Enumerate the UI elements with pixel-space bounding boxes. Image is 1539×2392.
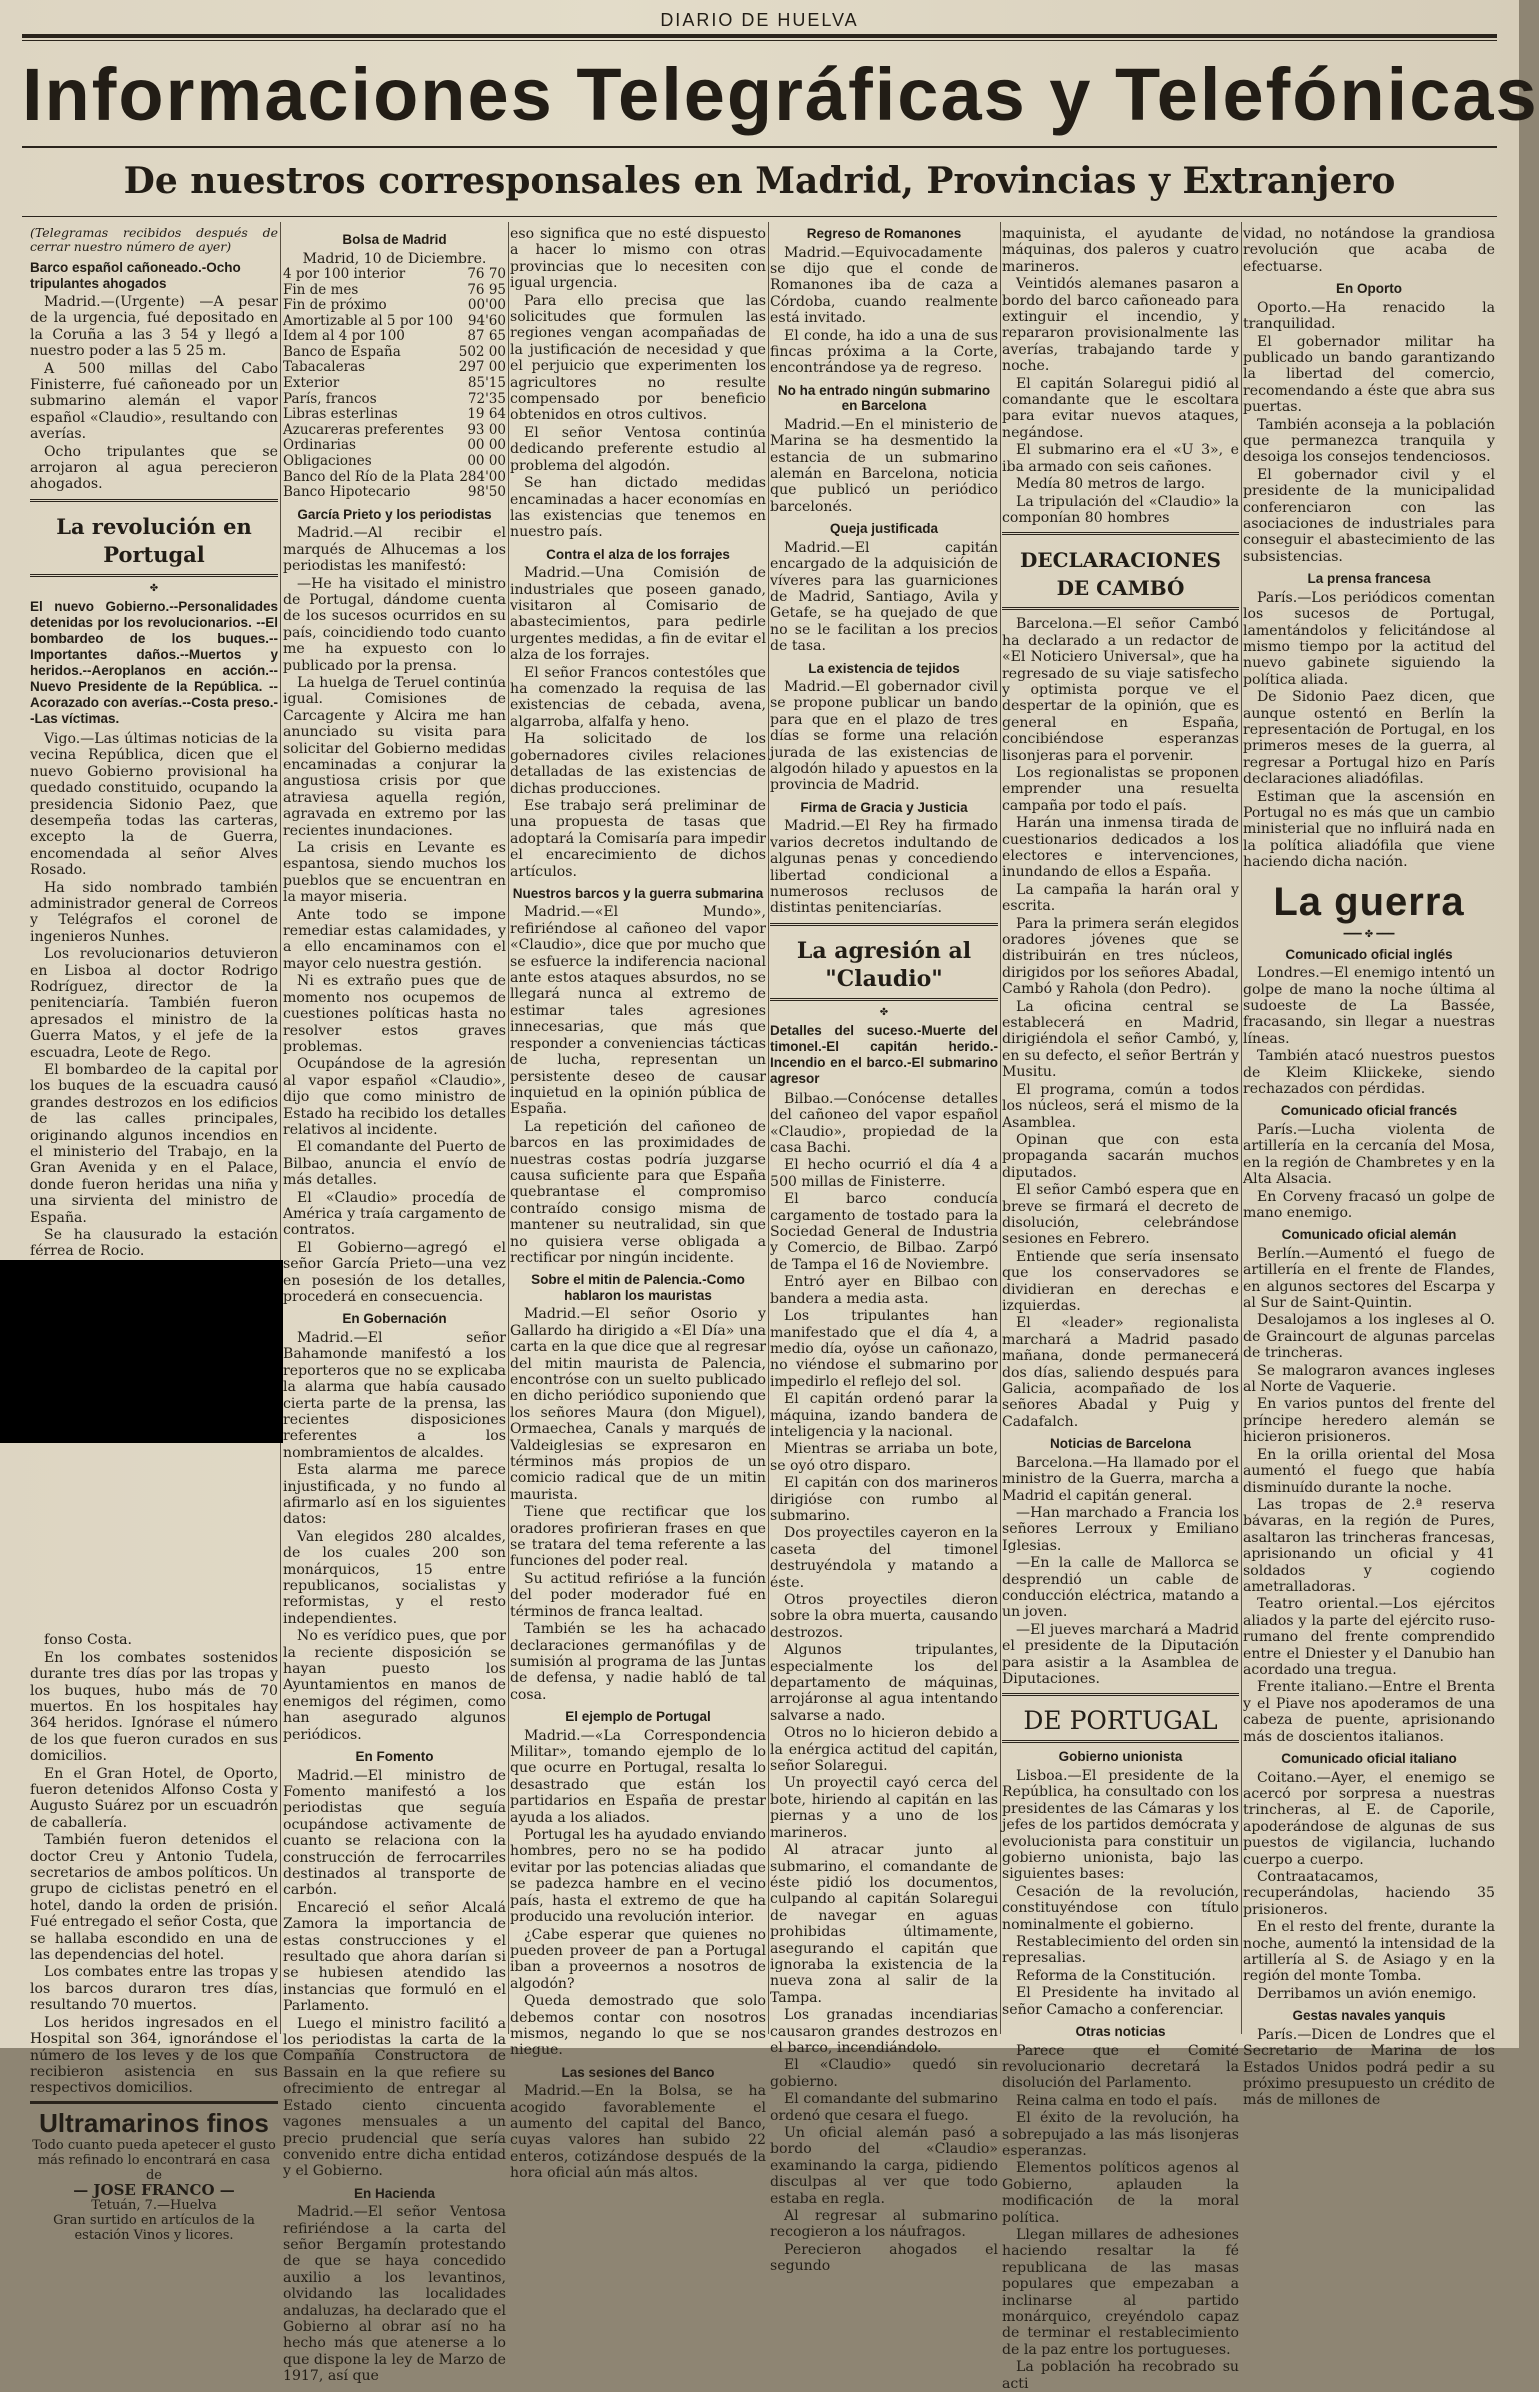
article-paragraph: La campaña la harán oral y escrita.: [1002, 881, 1239, 915]
article-paragraph: El «Claudio» procedía de América y traía cargamento de contratos.: [283, 1189, 506, 1239]
article-paragraph: El gobernador civil y el presidente de la municipalidad conferenciaron con las asociaciones de industriales para conseguir el abastecimiento de las subsistencias.: [1243, 466, 1495, 565]
stock-name: Fin de mes: [283, 281, 359, 298]
article-paragraph: Los combates entre las tropas y los barcos duraron tres días, resultando 70 muertos.: [30, 1964, 278, 2014]
stock-value: 19 64: [467, 406, 506, 423]
stock-row: [283, 314, 506, 330]
article-paragraph: Harán una inmensa tirada de cuestionarios dedicados a los electores e intervenciones, inundando de ellos a España.: [1002, 815, 1239, 881]
stock-row: [283, 360, 506, 376]
section-headline: La guerra: [1273, 879, 1465, 924]
stock-name: Obligaciones: [283, 453, 372, 470]
stock-name: Tabacaleras: [283, 359, 366, 376]
article-paragraph: El capitán Solaregui pidió al comandante que le escoltara para evitar nuevos ataques, negándose.: [1002, 375, 1239, 441]
stock-row: [283, 454, 506, 470]
section-box: [1002, 1693, 1239, 1743]
article-paragraph: maquinista, el ayudante de máquinas, dos paleros y cuatro marineros.: [1002, 226, 1239, 275]
article-heading: Sobre el mitin de Palencia.-Como hablaron los mauristas: [531, 1272, 745, 1303]
article-paragraph: Oporto.—Ha renacido la tranquilidad.: [1243, 299, 1495, 333]
article-paragraph: El Gobierno—agregó el señor García Prieto—una vez en posesión de los detalles, procederá en consecuencia.: [283, 1239, 506, 1305]
article-paragraph: Los granadas incendiarias causaron grandes destrozos en el barco, incendiándolo.: [770, 2007, 998, 2056]
article-paragraph: La repetición del cañoneo de barcos en las proximidades de nuestras costas podría juzgarse causa suficiente para que España quebrantase el compromiso contraído consigo misma de mantener su neutralidad, sin que no quisiera verse obligada a rectificar por ningún incidente.: [510, 1118, 766, 1266]
article-paragraph: Llegan millares de adhesiones haciendo resaltar la fé republicana de las masas populares que empezaban a inclinarse al partido monárquico, creyéndolo capaz de terminar el restablecimiento de la paz entre los portugueses.: [1002, 2226, 1239, 2358]
article-paragraph: Ocho tripulantes que se arrojaron al agua perecieron ahogados.: [30, 443, 278, 493]
stock-value: 00'00: [467, 297, 506, 314]
article-paragraph: En la orilla oriental del Mosa aumentó el fuego que había disminuído durante la noche.: [1243, 1446, 1495, 1496]
ad-address: Tetuán, 7.—Huelva: [91, 2197, 217, 2213]
article-paragraph: Entró ayer en Bilbao con bandera a media asta.: [770, 1274, 998, 1307]
article-paragraph: En los combates sostenidos durante tres días por las tropas y los buques, hubo más de 70 muertos. En los hospitales hay 364 heridos. Ignórase el número de los que fueron curados en sus domicilios.: [30, 1649, 278, 1765]
column-1: [30, 225, 278, 2243]
ornament: ✤: [149, 582, 159, 594]
article-paragraph: Madrid.—(Urgente) —A pesar de la urgencia, fué depositado en la Coruña a las 3 54 y llegó a nuestro poder a las 5 25 m.: [30, 294, 278, 360]
article-paragraph: Van elegidos 280 alcaldes, de los cuales 200 son monárquicos, 15 entre republicanos, socialistas y reformistas, y el resto independientes.: [283, 1528, 506, 1627]
article-paragraph: Cesación de la revolución, constituyéndose con título nominalmente el gobierno.: [1002, 1883, 1239, 1933]
article-heading: La prensa francesa: [1307, 571, 1431, 587]
article-paragraph: El comandante del submarino ordenó que cesara el fuego.: [770, 2091, 998, 2124]
stock-row: [283, 345, 506, 361]
article-paragraph: Un oficial alemán pasó a bordo del «Claudio» examinando la carga, pidiendo disculpas al ver que todo estaba en regla.: [770, 2125, 998, 2207]
article-paragraph: Madrid.—El señor Ventosa refiriéndose a la carta del señor Bergamín protestando de que se haya concedido auxilio a los levantinos, olvidando las localidades andaluzas, ha declarado que el Gobierno al obrar así no ha hecho más que atenerse a lo que dispone la ley de Marzo de 1917, así que: [283, 2204, 506, 2385]
article-paragraph: En varios puntos del frente del príncipe heredero alemán se hicieron prisioneros.: [1243, 1396, 1495, 1446]
article-paragraph: Las tropas de 2.ª reserva bávaras, en la región de Pures, asaltaron las trincheras francesas, aprisionando un oficial y 41 soldados y cogiendo ametralladoras.: [1243, 1496, 1495, 1595]
article-paragraph: Restablecimiento del orden sin represalias.: [1002, 1933, 1239, 1967]
stock-name: Idem al 4 por 100: [283, 328, 405, 345]
stock-row: [283, 376, 506, 392]
redaction-block: [0, 1260, 283, 1443]
article-paragraph: Luego el ministro facilitó a los periodistas la carta de la Compañía Constructora de Bassain en la que refiere su ofrecimiento de entregar al Estado ciento cincuenta vagones mensuales a un precio prudencial que sería convenido entre dicha entidad y el Gobierno.: [283, 2015, 506, 2180]
stock-name: Banco Hipotecario: [283, 484, 411, 501]
article-paragraph: Madrid.—En el ministerio de Marina se ha desmentido la estancia de un submarino alemán en Barcelona, noticia que publicó un periódico barcelonés.: [770, 416, 998, 515]
article-heading: Otras noticias: [1075, 2024, 1166, 2039]
stock-value: 72'35: [467, 390, 506, 407]
stock-name: Libras esterlinas: [283, 406, 398, 423]
article-heading: Comunicado oficial inglés: [1285, 946, 1453, 962]
article-paragraph: En el Gran Hotel, de Oporto, fueron detenidos Alfonso Costa y Augusto Suárez por un escuadrón de caballería.: [30, 1765, 278, 1831]
stock-name: Fin de próximo: [283, 297, 387, 314]
article-paragraph: Vigo.—Las últimas noticias de la vecina República, dicen que el nuevo Gobierno provisional ha quedado constituido, ocupando la presidencia Sidonio Paez, que desempeña todas las carteras, excepto la de Guerra, encomendada al señor Alves Rosado.: [30, 730, 278, 879]
article-paragraph: Ni es extraño pues que de momento nos ocupemos de cuestiones políticas hasta no resolver estos graves problemas.: [283, 973, 506, 1055]
article-deck: El nuevo Gobierno.--Personalidades detenidas por los revolucionarios. --El bombardeo de los buques.-- Importantes daños.--Muertos y heridos.--Aeroplanos en acción.-- Nuevo Presidente de la República. --Acorazado con averías.--Costa preso.--Las víctimas.: [30, 598, 278, 726]
article-paragraph: Esta alarma me parece injustificada, y no fundo al afirmarlo así en los siguientes datos:: [283, 1462, 506, 1528]
article-paragraph: Madrid.—Una Comisión de industriales que poseen ganado, visitaron al Comisario de abastecimientos, para pedirle urgentes medidas, a fin de evitar el alza de los forrajes.: [510, 565, 766, 664]
stock-name: París, francos: [283, 390, 377, 407]
article-paragraph: El gobernador militar ha publicado un bando garantizando la libertad del comercio, recomendando a éste que abra sus puertas.: [1243, 333, 1495, 416]
column-6: [1243, 226, 1495, 2109]
article-paragraph: —Han marchado a Francia los señores Lerroux y Emiliano Iglesias.: [1002, 1504, 1239, 1554]
stock-row: [283, 438, 506, 454]
article-paragraph: Los regionalistas se proponen emprender una resuelta campaña por todo el país.: [1002, 764, 1239, 814]
article-paragraph: Frente italiano.—Entre el Brenta y el Piave nos apoderamos de una cabeza de puente, aprisionando más de doscientos italianos.: [1243, 1679, 1495, 1745]
article-paragraph: Madrid.—Equivocadamente se dijo que el conde de Romanones iba de caza a Córdoba, cuando realmente está invitado.: [770, 244, 998, 327]
stock-name: 4 por 100 interior: [283, 265, 406, 282]
dateline: Madrid, 10 de Diciembre.: [302, 250, 487, 267]
article-heading: En Hacienda: [353, 2185, 436, 2201]
article-heading: En Oporto: [1336, 281, 1402, 297]
article-paragraph: El señor Ventosa continúa dedicando preferente estudio al problema del algodón.: [510, 424, 766, 474]
article-paragraph: París.—Los periódicos comentan los sucesos de Portugal, lamentándolos y felicitándose al mismo tiempo por la actitud del nuevo gabinete siguiendo la política aliada.: [1243, 589, 1495, 688]
stock-value: 93 00: [467, 421, 506, 438]
obscured-area: [30, 1444, 278, 1632]
article-paragraph: Elementos políticos agenos al Gobierno, aplauden la modificación de la moral política.: [1002, 2160, 1239, 2226]
article-paragraph: Ocupándose de la agresión al vapor español «Claudio», dijo que como ministro de Estado ha recibido los detalles relativos al incidente.: [283, 1056, 506, 1138]
article-paragraph: En el resto del frente, durante la noche, aumentó la intensidad de la artillería al S. de Asiago y en la región del monte Tomba.: [1243, 1919, 1495, 1985]
article-paragraph: La oficina central se establecerá en Madrid, dirigiéndola el señor Cambó, y, en su defecto, el señor Bertrán y Musitu.: [1002, 998, 1239, 1081]
column-divider: [1000, 222, 1001, 2034]
article-paragraph: El capitán ordenó parar la máquina, izando bandera de inteligencia y la nacional.: [770, 1391, 998, 1440]
article-heading: Noticias de Barcelona: [1049, 1436, 1192, 1452]
article-paragraph: Los tripulantes han manifestado que el día 4, a medio día, oyóse un cañonazo, no viéndose el submarino por impedirlo el reflejo del sol.: [770, 1308, 998, 1390]
ad-name: — JOSE FRANCO —: [73, 2180, 235, 2199]
article-paragraph: Madrid.—«El Mundo», refiriéndose al cañoneo del vapor «Claudio», dice que por mucho que se esfuerce la indiferencia nacional ante estos ataques absurdos, no se llegará nunca al extremo de estimar tales agresiones innecesarias, que más que responder a conveniencias tácticas de lucha, representan un persistente deseo de causar inquietud en la opinión pública de España.: [510, 904, 766, 1118]
section-headline: DE PORTUGAL: [1023, 1706, 1218, 1736]
article-paragraph: El «Claudio» quedó sin gobierno.: [770, 2057, 998, 2090]
article-paragraph: Coitano.—Ayer, el enemigo se acercó por sorpresa a nuestras trincheras, al E. de Caporile, apoderándose de algunas de sus puestos de vigilancia, luchando cuerpo a cuerpo.: [1243, 1769, 1495, 1868]
article-deck: Detalles del suceso.-Muerte del timonel.-El capitán herido.-Incendio en el barco.-El submarino agresor: [770, 1022, 998, 1086]
article-paragraph: Ha sido nombrado también administrador general de Correos y Telégrafos el coronel de ingenieros Nunhes.: [30, 879, 278, 945]
article-heading: Comunicado oficial alemán: [1281, 1227, 1457, 1243]
article-heading: Gobierno unionista: [1058, 1749, 1183, 1765]
headline-rule: [22, 146, 1497, 148]
columns-rule: [22, 216, 1497, 217]
article-paragraph: Ha solicitado de los gobernadores civiles relaciones detalladas de las existencias de dichas producciones.: [510, 731, 766, 797]
section-headline: La agresión al "Claudio": [796, 937, 972, 992]
article-paragraph: En Corveny fracasó un golpe de mano enemigo.: [1243, 1188, 1495, 1221]
article-paragraph: La crisis en Levante es espantosa, siendo muchos los pueblos que se encuentran en la mayor miseria.: [283, 840, 506, 906]
article-heading: Las sesiones del Banco: [561, 2064, 715, 2080]
article-paragraph: También aconseja a la población que permanezca tranquila y desoiga los consejos tendenciosos.: [1243, 416, 1495, 466]
running-head: DIARIO DE HUELVA: [660, 10, 859, 30]
article-heading: En Gobernación: [342, 1311, 447, 1327]
top-rule-thin: [22, 40, 1497, 41]
article-paragraph: Dos proyectiles cayeron en la caseta del timonel destruyéndola y matando a éste.: [770, 1525, 998, 1591]
article-paragraph: Contraatacamos, recuperándolas, haciendo 35 prisioneros.: [1243, 1868, 1495, 1918]
article-paragraph: Otros proyectiles dieron sobre la obra muerta, causando destrozos.: [770, 1592, 998, 1641]
article-heading: Nuestros barcos y la guerra submarina: [512, 885, 764, 901]
article-paragraph: Berlín.—Aumentó el fuego de artillería en el frente de Flandes, en algunos sectores del Escarpa y al Sur de Saint-Quintin.: [1243, 1245, 1495, 1312]
section-box: [770, 923, 998, 1001]
article-paragraph: Entiende que sería insensato que los conservadores se dividieran en derechas e izquierdas.: [1002, 1248, 1239, 1314]
article-paragraph: Madrid.—El gobernador civil se propone publicar un bando para que en el plazo de tres días se forme una relación jurada de las existencias de algodón hilado y apuestos en la provincia de Madrid.: [770, 679, 998, 794]
article-paragraph: Madrid.—El Rey ha firmado varios decretos indultando de algunas penas y concediendo libertad condicional a numerosos reclusos de distintas penitenciarías.: [770, 818, 998, 917]
article-paragraph: —He ha visitado el ministro de Portugal, dándome cuenta de los sucesos ocurridos en su país, coincidiendo todo cuanto me ha expuesto con lo publicado por la prensa.: [283, 575, 506, 674]
stock-row: [283, 329, 506, 345]
article-heading: Gestas navales yanquis: [1292, 2008, 1446, 2024]
stock-row: [283, 267, 506, 283]
article-paragraph: Al atracar junto al submarino, el comandante de éste pidió los documentos, culpando al capitán Solaregui de navegar en aguas prohibidas últimamente, asegurando el capitán que ignoraba la existencia de la nueva zona al salir de la Tampa.: [770, 1842, 998, 2006]
article-paragraph: El señor Francos contestóles que ha comenzado la requisa de las existencias de cebada, avena, algarroba, alfalfa y heno.: [510, 664, 766, 730]
article-heading: Barco español cañoneado.-Ocho tripulantes ahogados: [30, 260, 241, 291]
article-paragraph: El submarino era el «U 3», e iba armado con seis cañones.: [1002, 442, 1239, 475]
article-paragraph: Madrid.—«La Correspondencia Militar», tomando ejemplo de lo que ocurre en Portugal, resalta lo desastrado que están los partidarios en España de prestar ayuda a los aliados.: [510, 1727, 766, 1826]
article-heading: En Fomento: [355, 1749, 434, 1765]
editor-note: (Telegramas recibidos después de cerrar nuestro número de ayer): [30, 225, 278, 254]
article-paragraph: El comandante del Puerto de Bilbao, anuncia el envío de más detalles.: [283, 1139, 506, 1189]
section-box: [1002, 532, 1239, 610]
article-paragraph: La población ha recobrado su acti: [1002, 2359, 1239, 2392]
column-divider: [1241, 222, 1242, 2034]
stock-name: Banco del Río de la Plata: [283, 468, 455, 485]
article-paragraph: El conde, ha ido a una de sus fincas próxima a la Corte, encontrándose ya de regreso.: [770, 327, 998, 377]
article-paragraph: Reforma de la Constitución.: [1016, 1967, 1216, 1984]
ad-title: Ultramarinos finos: [30, 2101, 278, 2138]
article-paragraph: Barcelona.—Ha llamado por el ministro de la Guerra, marcha a Madrid el capitán general.: [1002, 1454, 1239, 1504]
article-paragraph: vidad, no notándose la grandiosa revolución que acaba de efectuarse.: [1243, 226, 1495, 275]
article-heading: Comunicado oficial italiano: [1281, 1751, 1457, 1766]
article-paragraph: Madrid.—El capitán encargado de la adquisición de víveres para las guarniciones de Madrid, Santiago, Avila y Getafe, se ha quejado de que no se le facilitan a los precios de tasa.: [770, 539, 998, 655]
article-paragraph: Tiene que rectificar que los oradores profirieran frases en que se tratara del tema referente a las funciones del poder real.: [510, 1504, 766, 1570]
article-heading: García Prieto y los periodistas: [297, 506, 492, 522]
article-paragraph: Se malograron avances ingleses al Norte de Vaquerie.: [1243, 1362, 1495, 1396]
article-paragraph: El hecho ocurrió el día 4 a 500 millas de Finisterre.: [770, 1157, 998, 1190]
stock-row: [283, 283, 506, 299]
article-paragraph: Desalojamos a los ingleses al O. de Graincourt de algunas parcelas de trincheras.: [1243, 1312, 1495, 1362]
article-paragraph: —En la calle de Mallorca se desprendió un cable de conducción eléctrica, matando a un joven.: [1002, 1555, 1239, 1621]
stock-value: 94'60: [467, 312, 506, 329]
ornament: ✤: [879, 1006, 889, 1018]
stock-value: 00 00: [467, 453, 506, 470]
stock-table: [283, 267, 506, 501]
article-paragraph: La tripulación del «Claudio» la componían 80 hombres: [1002, 493, 1239, 526]
article-paragraph: París.—Dicen de Londres que el Secretario de Marina de los Estados Unidos podrá pedir a su próximo presupuesto un crédito de más de millones de: [1243, 2026, 1495, 2109]
stock-row: [283, 407, 506, 423]
article-paragraph: Para la primera serán elegidos oradores jóvenes que se distribuirán en tres núcleos, dirigidos por los señores Abadal, Cambó y Rahola (don Pedro).: [1002, 915, 1239, 998]
column-divider: [280, 222, 281, 2034]
article-paragraph: eso significa que no esté dispuesto a hacer lo mismo con otras provincias que lo necesiten con igual urgencia.: [510, 226, 766, 292]
article-paragraph: Ese trabajo será preliminar de una propuesta de tasas que adoptará la Comisaría para impedir el encarecimiento de dichos artículos.: [510, 797, 766, 880]
article-paragraph: Perecieron ahogados el segundo: [770, 2241, 998, 2275]
stock-name: Banco de España: [283, 343, 401, 360]
article-paragraph: El capitán con dos marineros dirigióse con rumbo al submarino.: [770, 1475, 998, 1524]
section-headline: La revolución en Portugal: [56, 513, 252, 567]
article-paragraph: El Presidente ha invitado al señor Camacho a conferenciar.: [1002, 1985, 1239, 2018]
article-heading: No ha entrado ningún submarino en Barcelona: [777, 382, 991, 414]
column-divider: [508, 222, 509, 2034]
article-paragraph: Estiman que la ascensión en Portugal no es más que un cambio ministerial que no influirá nada en la política aliadófila que viene haciendo dicha nación.: [1243, 788, 1495, 871]
article-paragraph: Se ha clausurado la estación férrea de Rocio.: [30, 1227, 278, 1260]
stock-row: [283, 423, 506, 439]
stock-value: 87 65: [467, 328, 506, 345]
article-paragraph: También atacó nuestros puestos de Kleim Kliickeke, siendo rechazados con pérdidas.: [1243, 1048, 1495, 1097]
article-heading: Contra el alza de los forrajes: [546, 546, 730, 562]
article-paragraph: El señor Cambó espera que en breve se firmará el decreto de disolución, celebrándose sesiones en Febrero.: [1002, 1182, 1239, 1248]
article-paragraph: También se les ha achacado declaraciones germanófilas y de sumisión al programa de las Juntas de defensa, y nadie habló de tal cosa.: [510, 1621, 766, 1703]
stock-name: Azucareras preferentes: [283, 421, 444, 438]
article-paragraph: Otros no lo hicieron debido a la enérgica actitud del capitán, señor Solaregui.: [770, 1725, 998, 1775]
ornament: ━━━ ✤ ━━━: [1343, 928, 1395, 940]
article-heading: Queja justificada: [829, 521, 939, 537]
article-paragraph: De Sidonio Paez dicen, que aunque ostentó en Berlín la representación de Portugal, en los primeros meses de la guerra, al regresar a Portugal hizo en París declaraciones aliadófilas.: [1243, 689, 1495, 788]
article-paragraph: El barco conducía cargamento de tostado para la Sociedad General de Industria y Comercio, de Bilbao. Zarpó de Tampa el 16 de Noviembre.: [770, 1191, 998, 1273]
stock-name: Ordinarias: [283, 437, 356, 454]
article-paragraph: Ante todo se impone remediar estas calamidades, y a ello encaminamos con el mayor celo nuestra gestión.: [283, 906, 506, 972]
article-paragraph: —El jueves marchará a Madrid el presidente de la Diputación para asistir a la Asamblea de Diputaciones.: [1002, 1621, 1239, 1687]
stock-row: [283, 470, 506, 486]
article-paragraph: París.—Lucha violenta de artillería en la cercanía del Mosa, en la región de Chambretes y en la Alta Alsacia.: [1243, 1121, 1495, 1188]
article-paragraph: Se han dictado medidas encaminadas a hacer economías en las existencias que tenemos en nuestro país.: [510, 475, 766, 541]
article-paragraph: La huelga de Teruel continúa igual. Comisiones de Carcagente y Alcira me han anunciado su visita para solicitar del Gobierno medidas encaminadas a conjurar la angustiosa crisis por que atraviesa aquella región, agravada en extremo por las recientes inundaciones.: [283, 674, 506, 839]
article-paragraph: El programa, común a todos los núcleos, será el mismo de la Asamblea.: [1002, 1081, 1239, 1131]
stock-name: Exterior: [283, 375, 340, 392]
article-paragraph: Lisboa.—El presidente de la República, ha consultado con los presidentes de las Cámaras y los jefes de los partidos demócrata y evolucionista para constituir un gobierno unionista, bajo las siguientes bases:: [1002, 1767, 1239, 1883]
stock-row: [283, 392, 506, 408]
article-paragraph: Opinan que con esta propaganda sacarán muchos diputados.: [1002, 1131, 1239, 1181]
column-3: [510, 226, 766, 2182]
article-heading: Firma de Gracia y Justicia: [800, 799, 968, 815]
section-headline: DECLARACIONES DE CAMBÓ: [1020, 548, 1221, 601]
article-paragraph: Madrid.—Al recibir el marqués de Alhucemas a los periodistas les manifestó:: [283, 525, 506, 575]
article-paragraph: Barcelona.—El señor Cambó ha declarado a un redactor de «El Noticiero Universal», que ha regresado de su viaje satisfecho y optimista porque ve el despertar de la opinión, que es general en España, concibiéndose esperanzas lisonjeras para el porvenir.: [1002, 616, 1239, 764]
stock-value: 284'00: [459, 468, 506, 485]
stock-value: 00 00: [467, 437, 506, 454]
article-paragraph: Portugal les ha ayudado enviando hombres, pero no se ha podido evitar por las potencias aliadas que se padezca hambre en el vecino país, hasta el extremo de que ha producido una revolución interior.: [510, 1827, 766, 1926]
stock-row: [283, 298, 506, 314]
main-headline: Informaciones Telegráficas y Telefónicas: [22, 53, 1539, 136]
article-paragraph: Madrid.—El señor Bahamonde manifestó a los reporteros que no se explicaba la alarma que había causado cierta parte de la prensa, las recientes disposiciones referentes a los nombramientos de alcaldes.: [283, 1329, 506, 1461]
article-paragraph: Al regresar al submarino recogieron a los náufragos.: [770, 2208, 998, 2241]
article-paragraph: Encareció el señor Alcalá Zamora la importancia de estas construcciones y el resultado que ahora darían si se hubiesen atendido las instancias que formuló en el Parlamento.: [283, 1899, 506, 2015]
article-heading: El ejemplo de Portugal: [565, 1709, 711, 1725]
article-paragraph: Reina calma en todo el país.: [1016, 2092, 1218, 2109]
stock-value: 76 95: [467, 281, 506, 298]
article-paragraph: fonso Costa.: [44, 1632, 133, 1649]
article-paragraph: Los revolucionarios detuvieron en Lisboa al doctor Rodrigo Rodríguez, director de la penitenciaría. También fueron apresados el ministro de la Guerra Matos, y el jefe de la escuadra, Leote de Rego.: [30, 946, 278, 1061]
article-paragraph: Mientras se arriaba un bote, se oyó otro disparo.: [770, 1441, 998, 1474]
article-paragraph: Madrid.—El señor Osorio y Gallardo ha dirigido a «El Día» una carta en la que dice que al regresar del mitin maurista de Palencia, encontróse con un suelto publicado en dicho periódico suponiendo que los señores Maura (don Miguel), Ormaechea, Canals y marqués de Valdeiglesias se expresaron en términos más propios de un comicio radical que de un mitin maurista.: [510, 1306, 766, 1503]
article-paragraph: También fueron detenidos el doctor Creu y Antonio Tudela, secretarios de ambos políticos. Un grupo de ciclistas penetró en el hotel, dando la orden de prisión. Fué entregado el señor Costa, que se hallaba escondido en una de las dependencias del hotel.: [30, 1832, 278, 1964]
article-paragraph: Veintidós alemanes pasaron a bordo del barco cañoneado para extinguir el incendio, y repararon provisionalmente las averías, trabajando tarde y noche.: [1002, 276, 1239, 375]
article-paragraph: ¿Cabe esperar que quienes no pueden proveer de pan a Portugal iban a proveernos a nosotros de algodón?: [510, 1926, 766, 1992]
article-heading: Regreso de Romanones: [806, 226, 962, 241]
sub-headline: De nuestros corresponsales en Madrid, Provincias y Extranjero: [123, 160, 1396, 202]
article-paragraph: Algunos tripulantes, especialmente los del departamento de máquinas, arrojáronse al agua intentando salvarse a nado.: [770, 1642, 998, 1724]
article-paragraph: Madrid.—El ministro de Fomento manifestó a los periodistas que seguía ocupándose activamente de cuanto se relaciona con la construcción de ferrocarriles destinados al transporte de carbón.: [283, 1767, 506, 1899]
ad-text: Todo cuanto pueda apetecer el gusto más refinado lo encontrará en casa de: [32, 2137, 276, 2183]
top-rule: [22, 34, 1497, 38]
article-paragraph: Teatro oriental.—Los ejércitos aliados y la parte del ejército ruso-rumano del frente comprendido entre el Dniester y el Danubio han acordado una tregua.: [1243, 1596, 1495, 1678]
article-paragraph: No es verídico pues, que por la reciente disposición se hayan puesto los Ayuntamientos en manos de enemigos del régimen, como han asegurado algunos periódicos.: [283, 1628, 506, 1743]
article-paragraph: El bombardeo de la capital por los buques de la escuadra causó grandes destrozos en los edificios de las calles principales, originando algunos incendios en el ministerio del Trabajo, en la Gran Avenida y en el Palace, donde fueron heridas una niña y una sirvienta del ministro de España.: [30, 1062, 278, 1226]
article-paragraph: Para ello precisa que las solicitudes que formulen las regiones vengan acompañadas de la justificación de necesidad y que el perjuicio que experimenten los agricultores no resulte compensado por beneficio obtenidos en otros cultivos.: [510, 292, 766, 424]
article-paragraph: Queda demostrado que solo debemos contar con nosotros mismos, negando lo que se nos niegue.: [510, 1993, 766, 2059]
article-paragraph: El éxito de la revolución, ha sobrepujado a las más lisonjeras esperanzas.: [1002, 2110, 1239, 2159]
article-paragraph: El «leader» regionalista marchará a Madrid pasado mañana, donde permanecerá dos días, saliendo después para Galicia, acompañado de los señores Abadal y Puig y Cadafalch.: [1002, 1315, 1239, 1430]
stock-value: 85'15: [467, 375, 506, 392]
article-paragraph: Un proyectil cayó cerca del bote, hiriendo al capitán en las piernas y a uno de los marineros.: [770, 1775, 998, 1841]
article-paragraph: A 500 millas del Cabo Finisterre, fué cañoneado por un submarino alemán el vapor español «Claudio», resultando con averías.: [30, 360, 278, 443]
column-4: [770, 226, 998, 2275]
stock-value: 76 70: [467, 265, 506, 282]
article-paragraph: Medía 80 metros de largo.: [1016, 476, 1206, 493]
column-5: [1002, 226, 1239, 2392]
article-heading: Comunicado oficial francés: [1280, 1103, 1458, 1119]
article-paragraph: Derribamos un avión enemigo.: [1257, 1985, 1477, 2002]
advertisement: [30, 2101, 278, 2243]
article-paragraph: Su actitud refirióse a la función del poder moderador fué en términos de franca lealtad.: [510, 1570, 766, 1620]
article-paragraph: Bilbao.—Conócense detalles del cañoneo del vapor español «Claudio», propiedad de la casa Bachi.: [770, 1090, 998, 1157]
article-heading: Bolsa de Madrid: [342, 232, 447, 247]
column-2: [283, 226, 506, 2385]
article-heading: La existencia de tejidos: [808, 660, 960, 676]
article-paragraph: Madrid.—En la Bolsa, se ha acogido favorablemente el aumento del capital del Banco, cuyas valores han subido 22 enteros, cotizándose después de la hora oficial aún más altos.: [510, 2083, 766, 2182]
stock-value: 502 00: [458, 343, 506, 360]
stock-row: [283, 485, 506, 501]
article-paragraph: Londres.—El enemigo intentó un golpe de mano la noche última al sudoeste de La Bassée, fracasando, sin llegar a nuestras líneas.: [1243, 965, 1495, 1047]
article-paragraph: Los heridos ingresados en el Hospital son 364, ignorándose el número de los leves y de los que recibieron asistencia en sus respectivos domicilios.: [30, 2014, 278, 2097]
stock-value: 98'50: [467, 484, 506, 501]
column-divider: [768, 222, 769, 2034]
stock-name: Amortizable al 5 por 100: [283, 312, 454, 329]
ad-text: Gran surtido en artículos de la estación Vinos y licores.: [53, 2212, 255, 2243]
section-box: [30, 499, 278, 577]
article-paragraph: Parece que el Comité revolucionario decretará la disolución del Parlamento.: [1002, 2042, 1239, 2092]
stock-value: 297 00: [458, 359, 506, 376]
